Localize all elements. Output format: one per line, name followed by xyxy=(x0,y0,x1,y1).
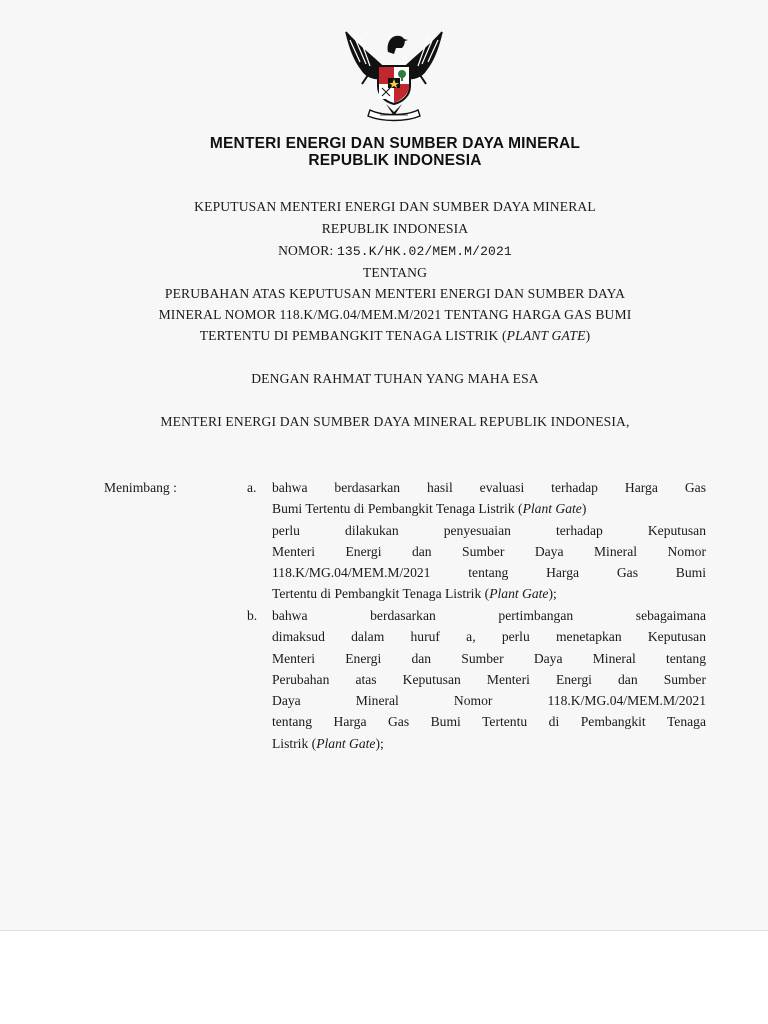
item-a-line2-italic: Plant Gate xyxy=(522,501,582,517)
item-b-text xyxy=(272,605,706,754)
item-marker-b: b. xyxy=(247,608,258,623)
decree-number-value: 135.K/HK.02/MEM.M/2021 xyxy=(336,244,512,259)
item-b-line6: tentang Harga Gas Bumi Tertentu di Pembangkit Tenaga xyxy=(272,714,706,730)
decree-subject-line3-pre: TERTENTU DI PEMBANGKIT TENAGA LISTRIK ( xyxy=(199,328,507,343)
ministry-header-line1: MENTERI ENERGI DAN SUMBER DAYA MINERAL xyxy=(209,135,581,152)
decree-subject-line3-post: ) xyxy=(585,328,591,343)
item-a-line6-post: ); xyxy=(548,586,557,602)
item-a-line1: bahwa berdasarkan hasil evaluasi terhadap Harga Gas xyxy=(272,480,706,495)
item-a-line5: 118.K/MG.04/MEM.M/2021 tentang Harga Gas Bumi xyxy=(272,565,706,581)
item-a-line2 xyxy=(272,498,706,519)
ministry-header-line2: REPUBLIK INDONESIA xyxy=(308,152,482,169)
shield xyxy=(378,66,410,104)
item-a-line2-post: ) xyxy=(581,501,587,517)
head xyxy=(388,36,408,54)
decree-subject-line3 xyxy=(0,328,768,344)
item-b-line4: Perubahan atas Keputusan Menteri Energi dan Sumber xyxy=(272,671,706,687)
decree-subject-line2: MINERAL NOMOR 118.K/MG.04/MEM.M/2021 TENTANG HARGA GAS BUMI xyxy=(158,307,632,322)
considering-label: Menimbang : xyxy=(104,480,177,495)
blessing-line: DENGAN RAHMAT TUHAN YANG MAHA ESA xyxy=(251,371,539,386)
decree-subject-line1: PERUBAHAN ATAS KEPUTUSAN MENTERI ENERGI DAN SUMBER DAYA xyxy=(164,286,626,301)
item-a-line6 xyxy=(272,583,706,604)
item-a-text xyxy=(272,477,706,605)
item-b-line7 xyxy=(272,733,706,754)
decree-number xyxy=(0,243,768,259)
item-a-line6-pre: Tertentu di Pembangkit Tenaga Listrik ( xyxy=(272,586,490,602)
item-b-line7-post: ); xyxy=(375,735,384,751)
item-b-line1: bahwa berdasarkan pertimbangan sebagaimana xyxy=(272,608,706,623)
decree-title-line1: KEPUTUSAN MENTERI ENERGI DAN SUMBER DAYA MINERAL xyxy=(194,199,596,214)
item-a-line2-pre: Bumi Tertentu di Pembangkit Tenaga Listrik ( xyxy=(272,501,523,517)
item-a-line4: Menteri Energi dan Sumber Daya Mineral Nomor xyxy=(272,543,706,559)
item-a-line6-italic: Plant Gate xyxy=(489,586,549,602)
item-b-line7-pre: Listrik ( xyxy=(272,735,317,751)
decree-number-label: NOMOR: xyxy=(278,243,334,258)
item-b-line3: Menteri Energi dan Sumber Daya Mineral tentang xyxy=(272,650,706,666)
right-wing xyxy=(406,32,442,79)
item-b-line7-italic: Plant Gate xyxy=(316,735,376,751)
item-marker-a: a. xyxy=(247,480,257,495)
left-wing xyxy=(346,32,382,79)
garuda-emblem xyxy=(336,26,452,122)
item-a-line3: perlu dilakukan penyesuaian terhadap Keputusan xyxy=(272,522,706,538)
minister-line: MENTERI ENERGI DAN SUMBER DAYA MINERAL REPUBLIK INDONESIA, xyxy=(160,414,630,429)
item-b-line5: Daya Mineral Nomor 118.K/MG.04/MEM.M/2021 xyxy=(272,693,706,709)
decree-subject-line3-italic: PLANT GATE xyxy=(506,328,586,343)
decree-about: TENTANG xyxy=(362,265,428,280)
decree-title-line2: REPUBLIK INDONESIA xyxy=(321,221,469,236)
motto-ribbon xyxy=(368,110,420,121)
item-b-line2: dimaksud dalam huruf a, perlu menetapkan Keputusan xyxy=(272,629,706,645)
